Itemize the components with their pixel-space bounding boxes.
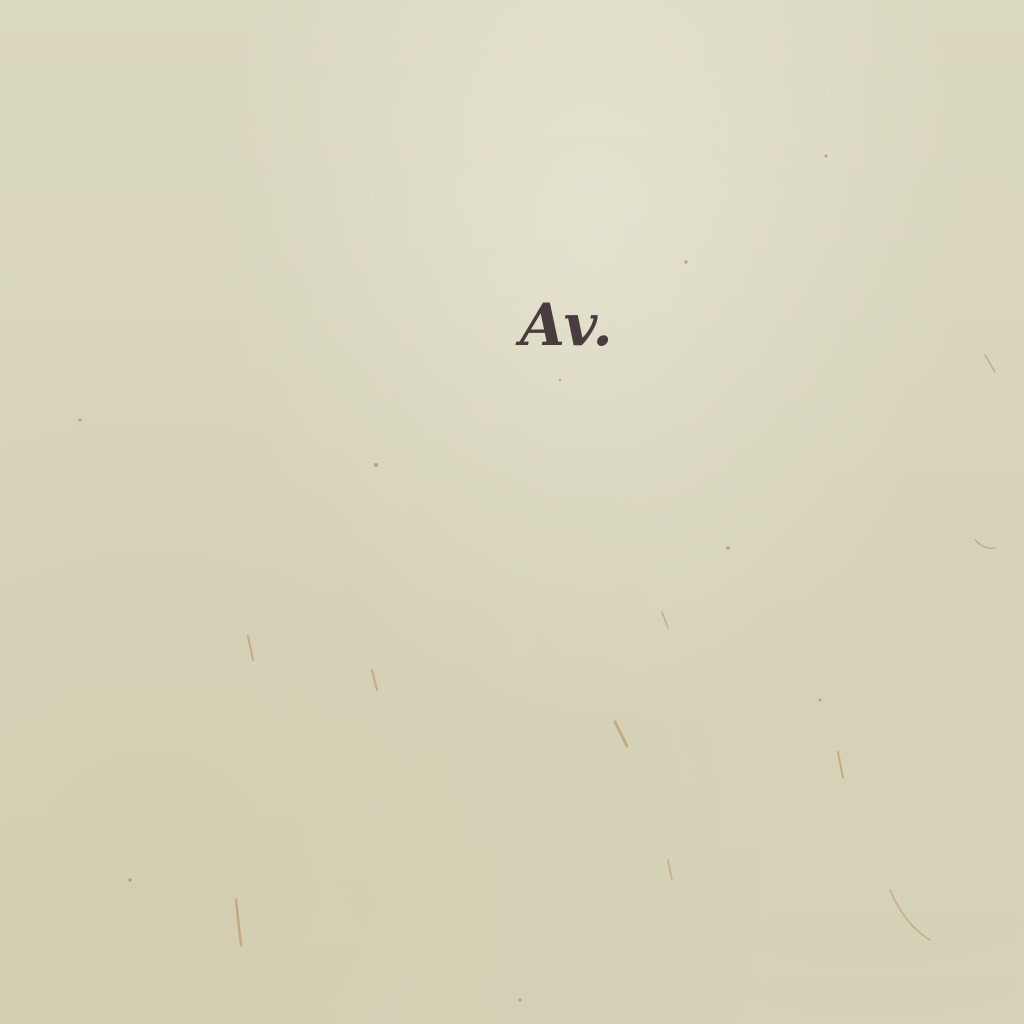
catchword-text: Av. xyxy=(520,291,614,359)
